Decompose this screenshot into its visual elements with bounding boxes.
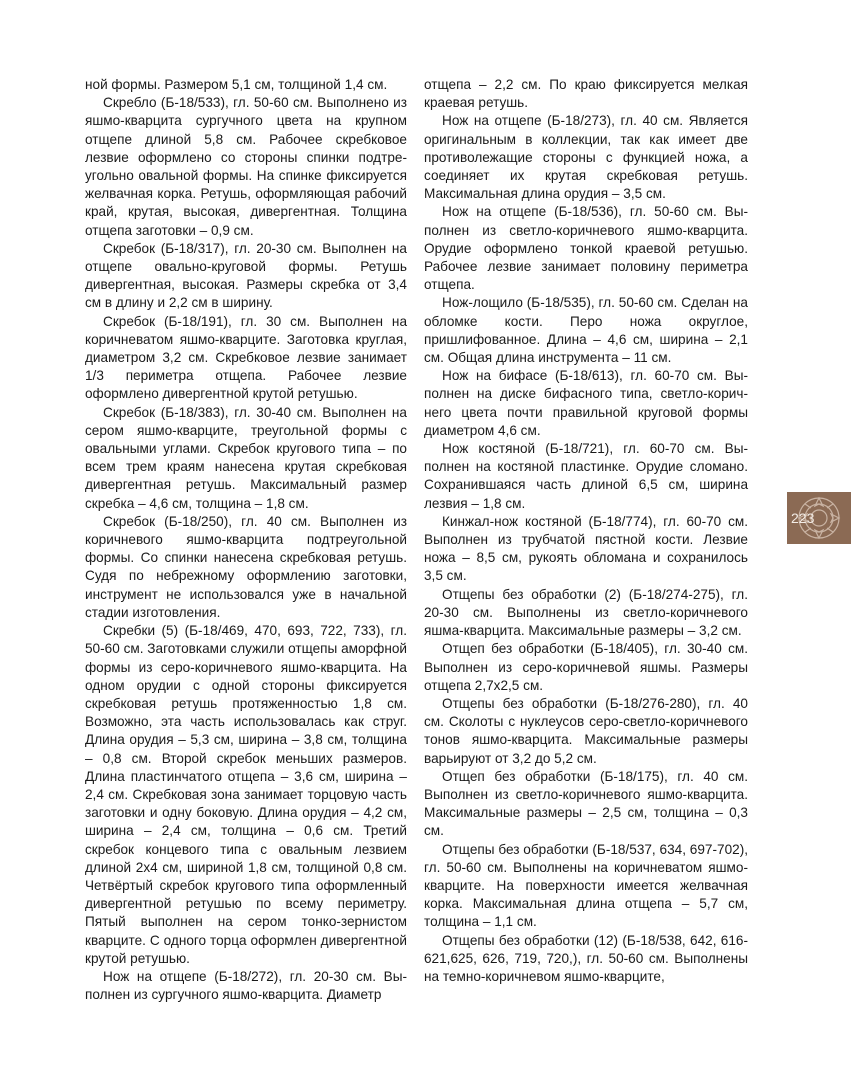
paragraph: Отщеп без обработки (Б-18/405), гл. 30-40 см. Выполнен из серо-коричневой яшмы. Размеры отщепа 2,7х2,5 см. bbox=[424, 641, 748, 693]
paragraph: Скребки (5) (Б-18/469, 470, 693, 722, 733), гл. 50-60 см. Заготовками служили отщепы аморфной формы из серо-коричневого яшмо-кварцита. На одном орудии с одной стороны фиксируется скребковая ретушь протяженностью 1,8 см. Возможно, эта часть использовалась как струг. Длина орудия – 5,3 см, ширина – 3,8 см, толщина – 0,8 см. Второй скребок меньших размеров. Длина пластинчатого отщепа – 3,6 см, ширина – 2,4 см. Скребковая зона занимает торцовую часть заготовки и одну боковую. Длина орудия – 4,2 см, ширина – 2,4 см, толщина – 0,6 см. Третий скребок концевого типа с овальным лезвием длиной 2х4 см, шириной 1,8 см, толщиной 0,8 см. Четвёртый скребок кругового типа оформленный дивергентной ретушью по всему периметру. Пятый выполнен на сером тонко-зернистом кварците. С одного торца оформлен дивергентной крутой ретушью. bbox=[85, 623, 407, 966]
paragraph: Отщепы без обработки (12) (Б-18/538, 642, 616-621,625, 626, 719, 720,), гл. 50-60 см. Выполнены на темно-коричневом яшмо-кварците, bbox=[424, 932, 748, 984]
paragraph: Отщепы без обработки (Б-18/276-280), гл. 40 см. Сколоты с нуклеусов серо-светло-коричневого тонов яшмо-кварцита. Максимальные размеры варьируют от 3,2 до 5,2 см. bbox=[424, 695, 748, 766]
right-column bbox=[424, 76, 748, 986]
paragraph: Скребок (Б-18/250), гл. 40 см. Выполнен из коричневого яшмо-кварцита подтреугольной формы. Со спинки нанесена скребковая ретушь. Судя по небрежному оформлению заготовки, инструмент не использовался уже в начальной стадии изготовления. bbox=[85, 513, 407, 620]
paragraph: Отщепы без обработки (Б-18/537, 634, 697-702), гл. 50-60 см. Выполнены на коричневатом яшмо-кварците. На поверхности имеется желвачная корка. Максимальная длина отщепа – 5,7 см, толщина – 1,1 см. bbox=[424, 841, 748, 930]
paragraph: Нож-лощило (Б-18/535), гл. 50-60 см. Сделан на обломке кости. Перо ножа округлое, пришлифованное. Длина – 4,6 см, ширина – 2,1 см. Общая длина инструмента – 11 см. bbox=[424, 295, 748, 366]
paragraph: Нож на отщепе (Б-18/536), гл. 50-60 см. Выполнен из светло-коричневого яшмо-кварцита. Орудие оформлено тонкой краевой ретушью. Рабочее лезвие занимает половину периметра отщепа. bbox=[424, 204, 748, 293]
page-number: 223 bbox=[791, 510, 815, 526]
paragraph: Скребло (Б-18/533), гл. 50-60 см. Выполнено из яшмо-кварцита сургучного цвета на крупном отщепе длиной 5,8 см. Рабочее скребковое лезвие оформлено со стороны спинки подтреугольно овальной формы. На спинке фиксируется желвачная корка. Ретушь, оформляющая рабочий край, крутая, высокая, дивергентная. Толщина отщепа заготовки – 0,9 см. bbox=[85, 95, 407, 238]
paragraph: Отщепы без обработки (2) (Б-18/274-275), гл. 20-30 см. Выполнены из светло-коричневого яшма-кварцита. Максимальные размеры – 3,2 см. bbox=[424, 586, 748, 639]
paragraph: Нож на бифасе (Б-18/613), гл. 60-70 см. Выполнен на диске бифасного типа, светло-коричнего цвета почти правильной круговой формы диаметром 4,6 см. bbox=[424, 368, 748, 438]
paragraph: Скребок (Б-18/383), гл. 30-40 см. Выполнен на сером яшмо-кварците, треугольной формы с овальными углами. Скребок кругового типа – по всем трем краям нанесена крутая скребковая дивергентная ретушь. Максимальный размер скребка – 4,6 см, толщина – 1,8 см. bbox=[85, 404, 407, 511]
paragraph: Нож на отщепе (Б-18/272), гл. 20-30 см. Выполнен из сургучного яшмо-кварцита. Диаметр bbox=[85, 968, 407, 1003]
paragraph: Отщеп без обработки (Б-18/175), гл. 40 см. Выполнен из светло-коричневого яшмо-кварцита. Максимальные размеры – 2,5 см, толщина – 0,3 см. bbox=[424, 768, 748, 839]
paragraph: Нож костяной (Б-18/721), гл. 60-70 см. Выполнен на костяной пластинке. Орудие сломано. Сохранившаяся часть длиной 6,5 см, ширина лезвия – 1,8 см. bbox=[424, 441, 748, 511]
paragraph: Кинжал-нож костяной (Б-18/774), гл. 60-70 см. Выполнен из трубчатой пястной кости. Лезвие ножа – 8,5 см, рукоять обломана и сохранилось 3,5 см. bbox=[424, 513, 748, 584]
paragraph: ной формы. Размером 5,1 см, толщиной 1,4 см. bbox=[85, 77, 388, 92]
paragraph: отщепа – 2,2 см. По краю фиксируется мелкая краевая ретушь. bbox=[424, 77, 748, 111]
left-column bbox=[85, 76, 407, 1004]
paragraph: Нож на отщепе (Б-18/273), гл. 40 см. Является оригинальным в коллекции, так как имеет две противолежащие стороны с функцией ножа, а соединяет их крутая скребковая ретушь. Максимальная длина орудия – 3,5 см. bbox=[424, 113, 748, 202]
paragraph: Скребок (Б-18/191), гл. 30 см. Выполнен на коричневатом яшмо-кварците. Заготовка круглая, диаметром 3,2 см. Скребковое лезвие занимает 1/3 периметра отщепа. Рабочее лезвие оформлено дивергентной крутой ретушью. bbox=[85, 313, 407, 402]
paragraph: Скребок (Б-18/317), гл. 20-30 см. Выполнен на отщепе овально-круговой формы. Ретушь дивергентная, высокая. Размеры скребка от 3,4 см в длину и 2,2 см в ширину. bbox=[85, 240, 407, 311]
